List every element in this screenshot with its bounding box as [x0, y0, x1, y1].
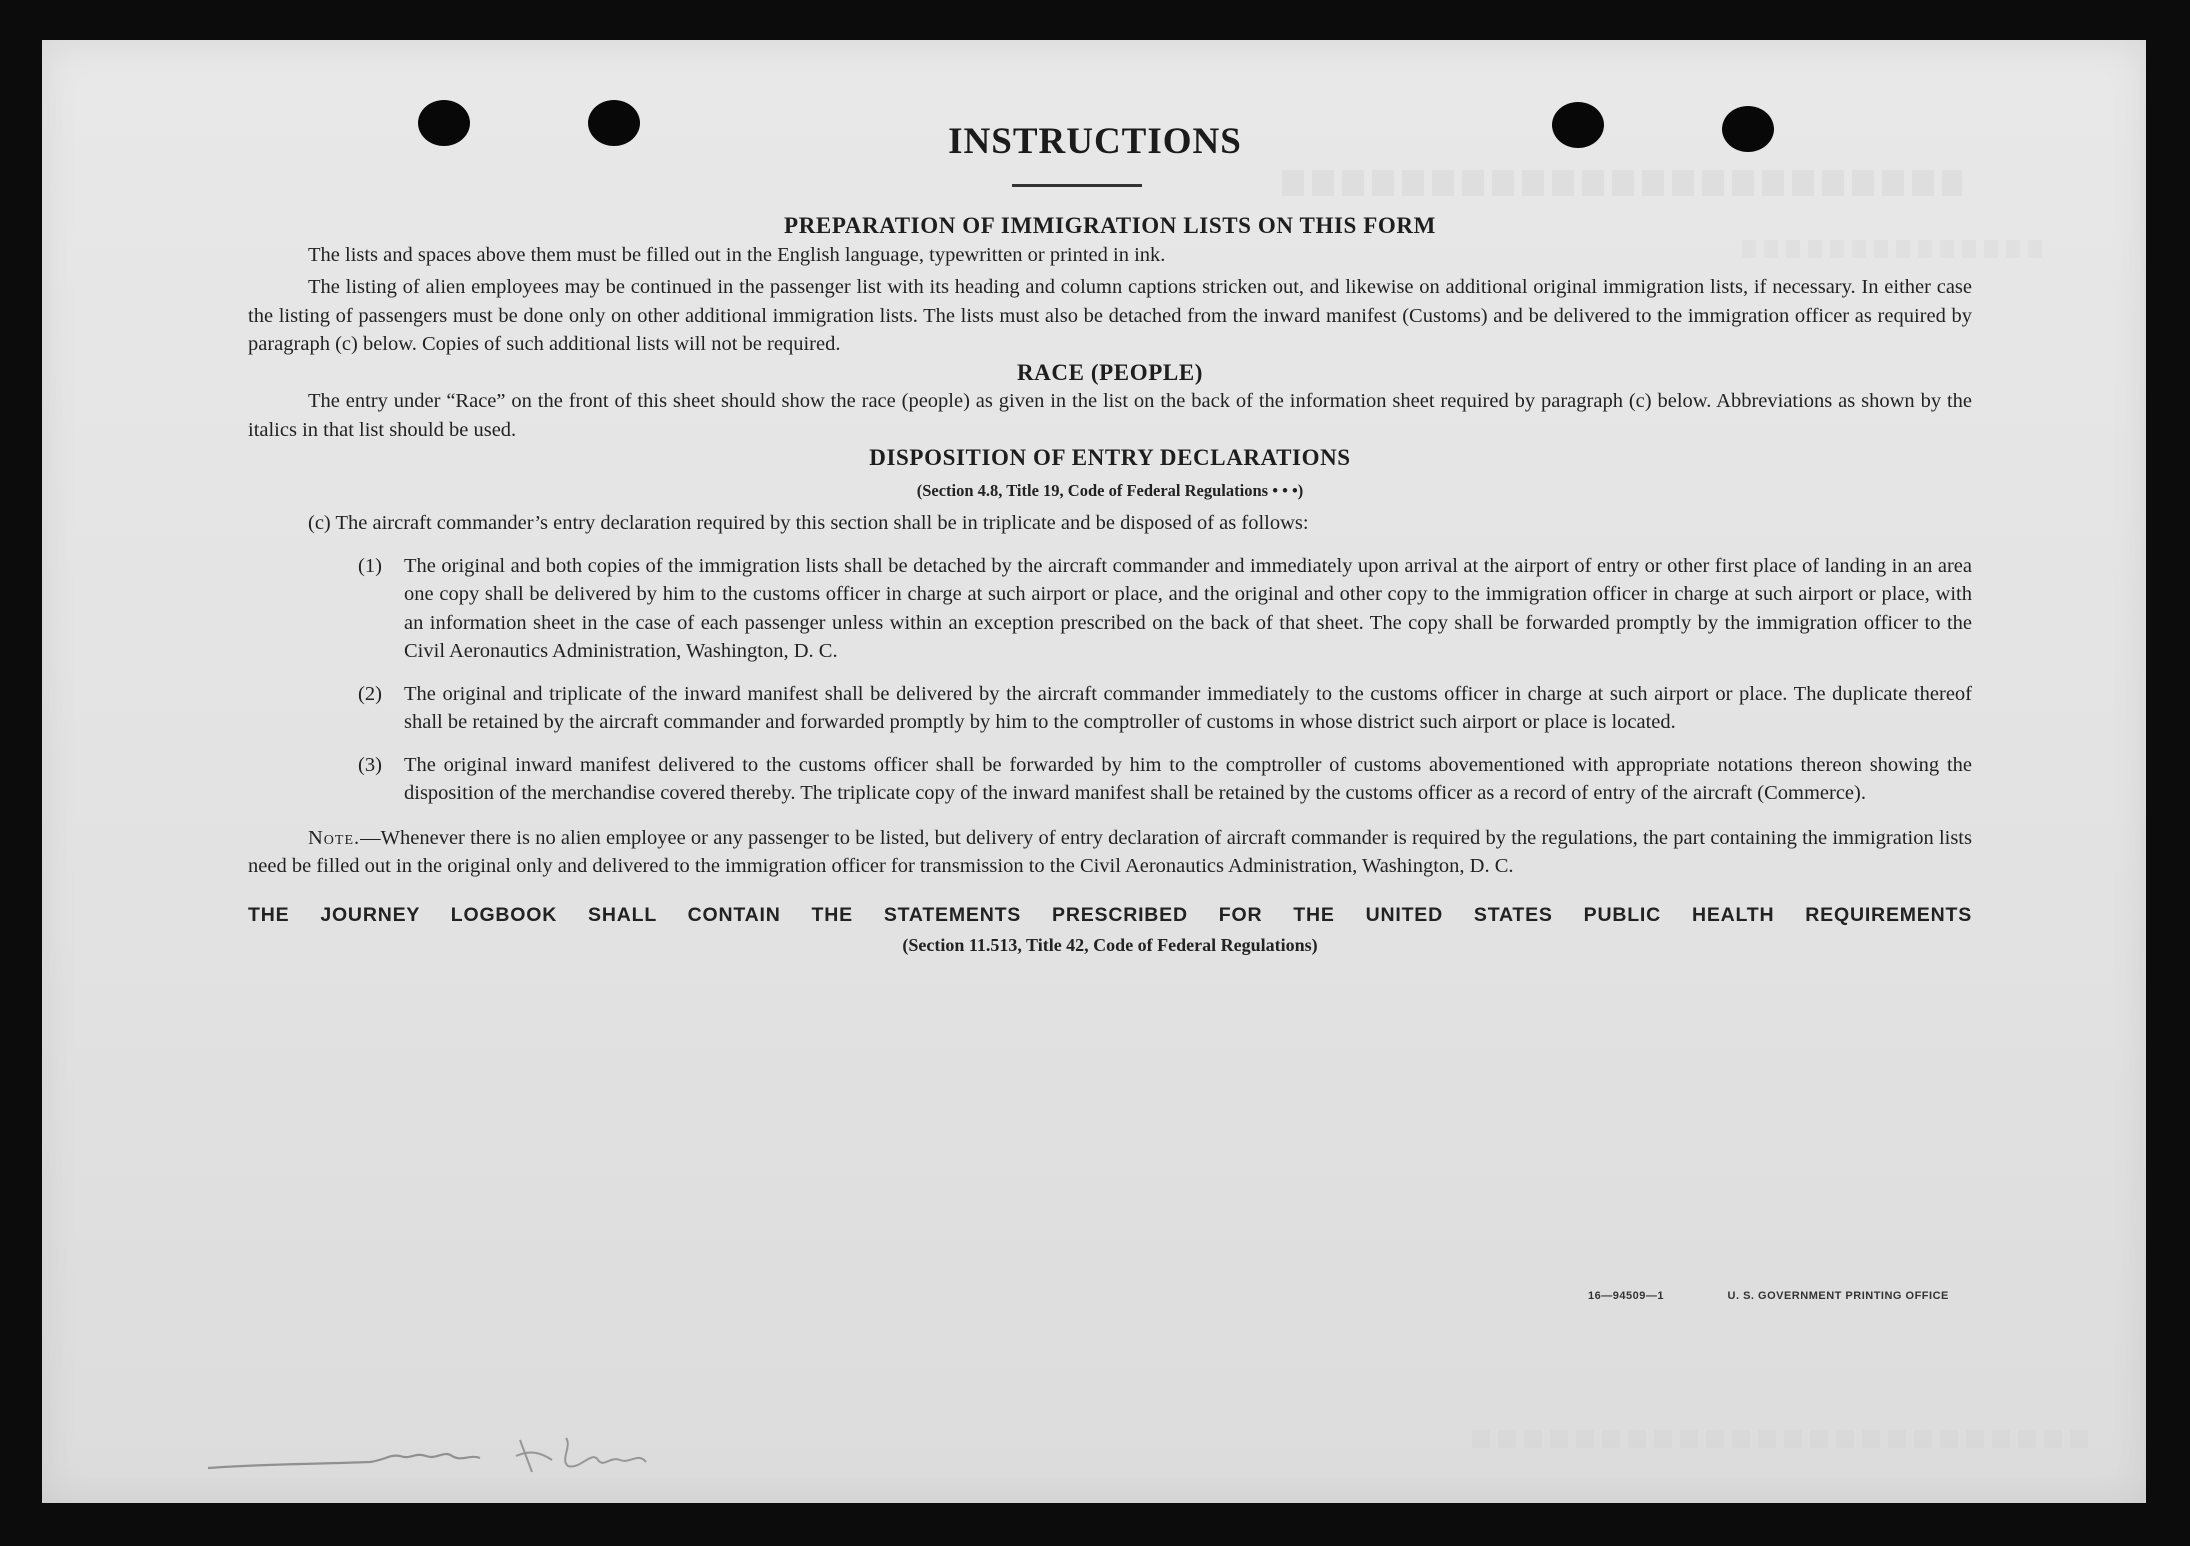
disposition-item: [358, 680, 1972, 737]
item-text: The original and triplicate of the inward manifest shall be delivered by the aircraft commander immediately to the customs officer in charge at such airport or place. The duplicate thereof shall be retained by the aircraft commander and forwarded promptly by him to the comptroller of customs in whose district such airport or place is located.: [404, 682, 1972, 733]
item-number: (2): [358, 682, 382, 705]
note-label: Note.: [308, 826, 361, 849]
form-print-code: 16—94509—1: [1588, 1290, 1664, 1302]
preparation-paragraph: The lists and spaces above them must be filled out in the English language, typewritten or printed in ink.: [308, 243, 1166, 266]
disposition-intro: (c) The aircraft commander’s entry declaration required by this section shall be in triplicate and be disposed of as follows:: [308, 512, 1309, 534]
disposition-item: [358, 552, 1972, 666]
page-title: INSTRUCTIONS: [948, 121, 1242, 162]
section-heading-disposition: DISPOSITION OF ENTRY DECLARATIONS: [869, 445, 1351, 470]
instructions-body: [248, 212, 1972, 960]
note-text: —Whenever there is no alien employee or any passenger to be listed, but delivery of entry declaration of aircraft commander is required by the regulations, the part containing the immigration lists need be filled out in the original only and delivered to the immigration officer for transmission to the Civil Aeronautics Administration, Washington, D. C.: [248, 826, 1972, 877]
disposition-citation: (Section 4.8, Title 19, Code of Federal Regulations • • •): [916, 480, 1304, 500]
printer-imprint: [1588, 1290, 1949, 1302]
signature-scrawl: [200, 1390, 660, 1500]
health-citation: (Section 11.513, Title 42, Code of Federal Regulations): [902, 935, 1318, 955]
item-text: The original and both copies of the immigration lists shall be detached by the aircraft commander and immediately upon arrival at the airport of entry or other first place of landing in an area one copy shall be delivered by him to the customs officer in charge at such airport or place, and the original and other copy to the immigration officer in charge at such airport or place, with an information sheet in the case of each passenger unless within an exception prescribed on the back of that sheet. The copy shall be forwarded promptly by the immigration officer to the Civil Aeronautics Administration, Washington, D. C.: [404, 554, 1972, 662]
title-underline: [1012, 184, 1142, 187]
printer-name: U. S. GOVERNMENT PRINTING OFFICE: [1727, 1290, 1949, 1302]
item-number: (3): [358, 753, 382, 776]
race-paragraph: The entry under “Race” on the front of this sheet should show the race (people) as given in the list on the back of the information sheet required by paragraph (c) below. Abbreviations as shown by the italics in that list should be used.: [248, 390, 1972, 441]
health-requirement: THE JOURNEY LOGBOOK SHALL CONTAIN THE STATEMENTS PRESCRIBED FOR THE UNITED STATES PUBLIC HEALTH REQUIREMENTS: [248, 903, 1972, 926]
note-paragraph: [248, 824, 1972, 881]
section-heading-preparation: PREPARATION OF IMMIGRATION LISTS ON THIS FORM: [784, 213, 1436, 238]
section-heading-race: RACE (PEOPLE): [1016, 359, 1204, 385]
item-number: (1): [358, 554, 382, 577]
bleed-through-mark: [1472, 1430, 2092, 1448]
item-text: The original inward manifest delivered to the customs officer shall be forwarded by him to the comptroller of customs abovementioned with appropriate notations thereon showing the disposition of the merchandise covered thereby. The triplicate copy of the inward manifest shall be retained by the customs officer as a record of entry of the aircraft (Commerce).: [404, 753, 1972, 804]
bleed-through-mark: [1282, 170, 1962, 196]
disposition-item: [358, 751, 1972, 808]
preparation-paragraph: The listing of alien employees may be continued in the passenger list with its heading and column captions stricken out, and likewise on additional original immigration lists, if necessary. In either case the listing of passengers must be done only on other additional immigration lists. The lists must also be detached from the inward manifest (Customs) and be delivered to the immigration officer as required by paragraph (c) below. Copies of such additional lists will not be required.: [248, 276, 1972, 355]
